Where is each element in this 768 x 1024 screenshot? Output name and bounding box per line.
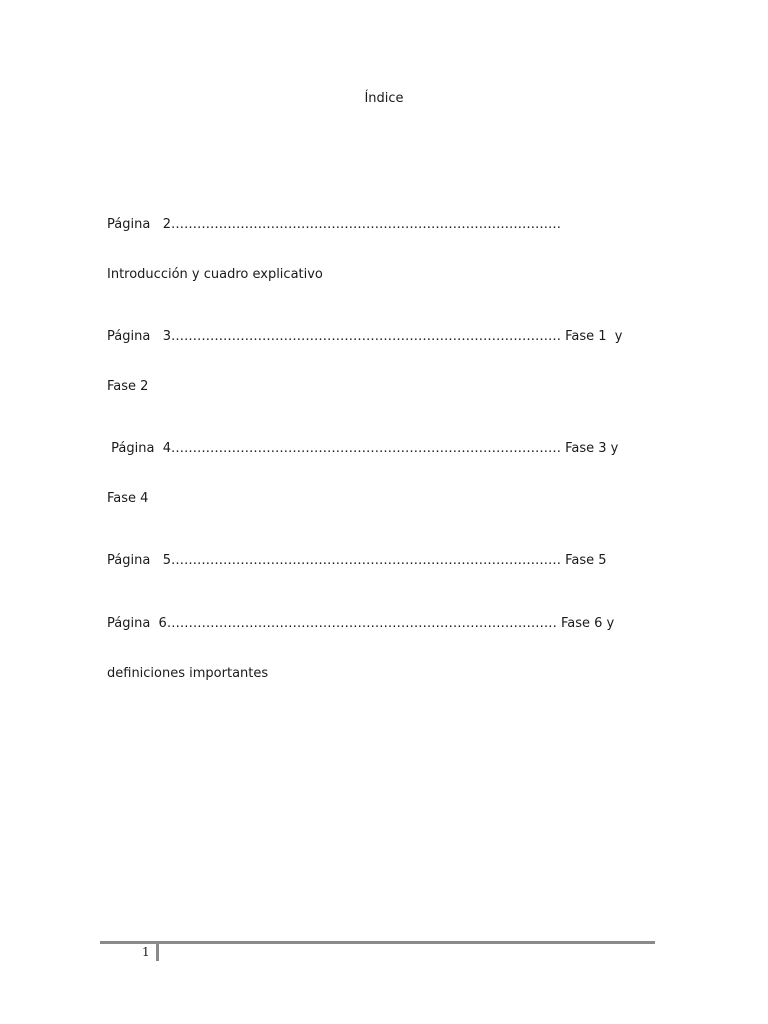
toc-entry-description: Introducción y cuadro explicativo <box>107 267 323 282</box>
page-number: 1 <box>142 945 150 959</box>
toc-entry-page-3: Página 3……………………………………………………………………………… Fase 1 y <box>107 329 623 344</box>
page-number-divider <box>156 944 159 961</box>
index-title: Índice <box>364 91 404 106</box>
footer-rule <box>100 941 655 944</box>
toc-entry-page-2: Página 2……………………………………………………………………………… <box>107 217 561 232</box>
toc-entry-description: definiciones importantes <box>107 666 269 681</box>
toc-entry-page-6: Página 6……………………………………………………………………………… Fase 6 y <box>107 616 615 631</box>
toc-entry-description: Fase 4 <box>107 491 149 506</box>
toc-entry-page-5: Página 5……………………………………………………………………………… Fase 5 <box>107 553 607 568</box>
toc-entry-page-4: Página 4……………………………………………………………………………… Fase 3 y <box>107 441 619 456</box>
toc-entry-description: Fase 2 <box>107 379 149 394</box>
